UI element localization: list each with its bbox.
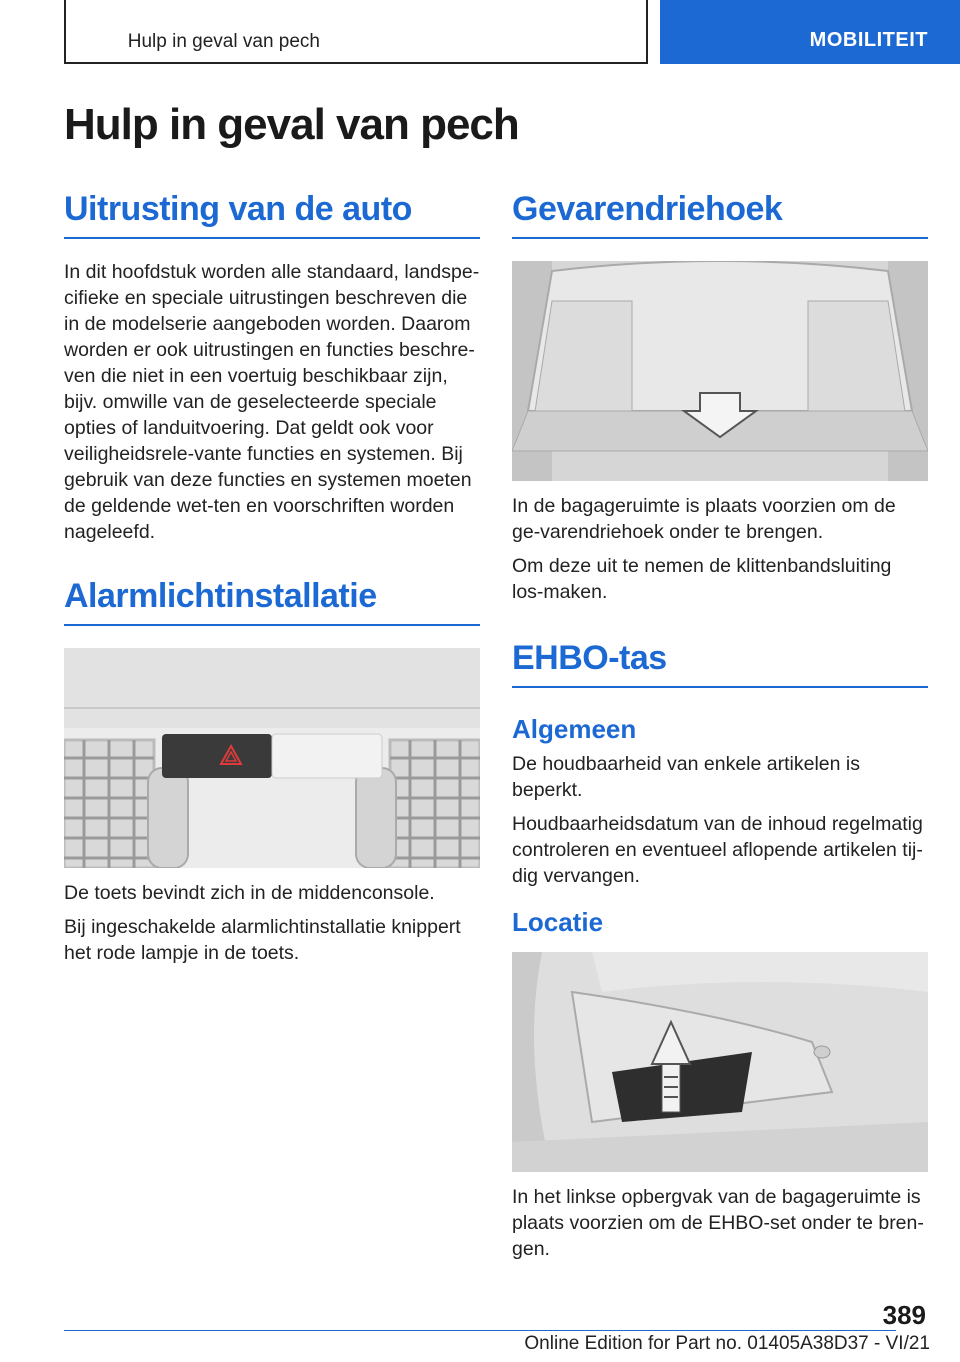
header-section-title: Hulp in geval van pech — [127, 31, 320, 52]
chapter-tab[interactable] — [660, 0, 960, 64]
algemeen-text-2: Houdbaarheidsdatum van de inhoud regelmatig controleren en eventueel aflopende artikelen tij-dig vervangen. — [512, 813, 923, 887]
trunk-triangle-image — [512, 261, 928, 481]
hazard-switch-illustration — [64, 648, 480, 868]
heading-locatie: Locatie — [512, 907, 604, 937]
footer-edition: Online Edition for Part no. 01405A38D37 - VI/21 — [524, 1333, 930, 1354]
hazard-switch-image — [64, 648, 480, 868]
right-column — [512, 190, 928, 1270]
heading-algemeen: Algemeen — [512, 714, 637, 744]
first-aid-location-image — [512, 952, 928, 1172]
header-frame — [64, 0, 648, 64]
heading-ehbo-tas: EHBO-tas — [512, 639, 928, 688]
first-aid-location-illustration — [512, 952, 928, 1172]
locatie-text: In het linkse opbergvak van de bagageruimte is plaats voorzien om de EHBO-set onder te bren-gen. — [512, 1186, 924, 1260]
heading-uitrusting: Uitrusting van de auto — [64, 190, 480, 239]
alarm-text-2: Bij ingeschakelde alarmlichtinstallatie knippert het rode lampje in de toets. — [64, 916, 461, 964]
page-title: Hulp in geval van pech — [64, 100, 519, 149]
gevarendriehoek-text-1: In de bagageruimte is plaats voorzien om de ge-varendriehoek onder te brengen. — [512, 495, 896, 543]
left-column — [64, 190, 480, 974]
page-number: 389 — [882, 1300, 926, 1330]
chapter-tab-label: MOBILITEIT — [809, 29, 928, 51]
gevarendriehoek-text-2: Om deze uit te nemen de klittenbandsluiting los-maken. — [512, 555, 892, 603]
uitrusting-text: In dit hoofdstuk worden alle standaard, landspe-cifieke en speciale uitrustingen beschreven die in de modelserie aangeboden worden. Daarom worden er ook uitrustingen en functies beschre-ven die niet in een voertuig beschikbaar zijn, bijv. omwille van de geselecteerde speciale opties of landuitvoering. Dat geldt ook voor veiligheidsrele-vante functies en systemen. Bij gebruik van deze functies en systemen moeten de geldende wet-ten en voorschriften worden nageleefd. — [64, 261, 480, 543]
algemeen-text-1: De houdbaarheid van enkele artikelen is beperkt. — [512, 753, 860, 801]
trunk-triangle-illustration — [512, 261, 928, 481]
heading-gevarendriehoek: Gevarendriehoek — [512, 190, 928, 239]
alarm-text-1: De toets bevindt zich in de middenconsole. — [64, 882, 435, 904]
footer-divider — [64, 1330, 896, 1331]
heading-alarmlicht: Alarmlichtinstallatie — [64, 577, 480, 626]
